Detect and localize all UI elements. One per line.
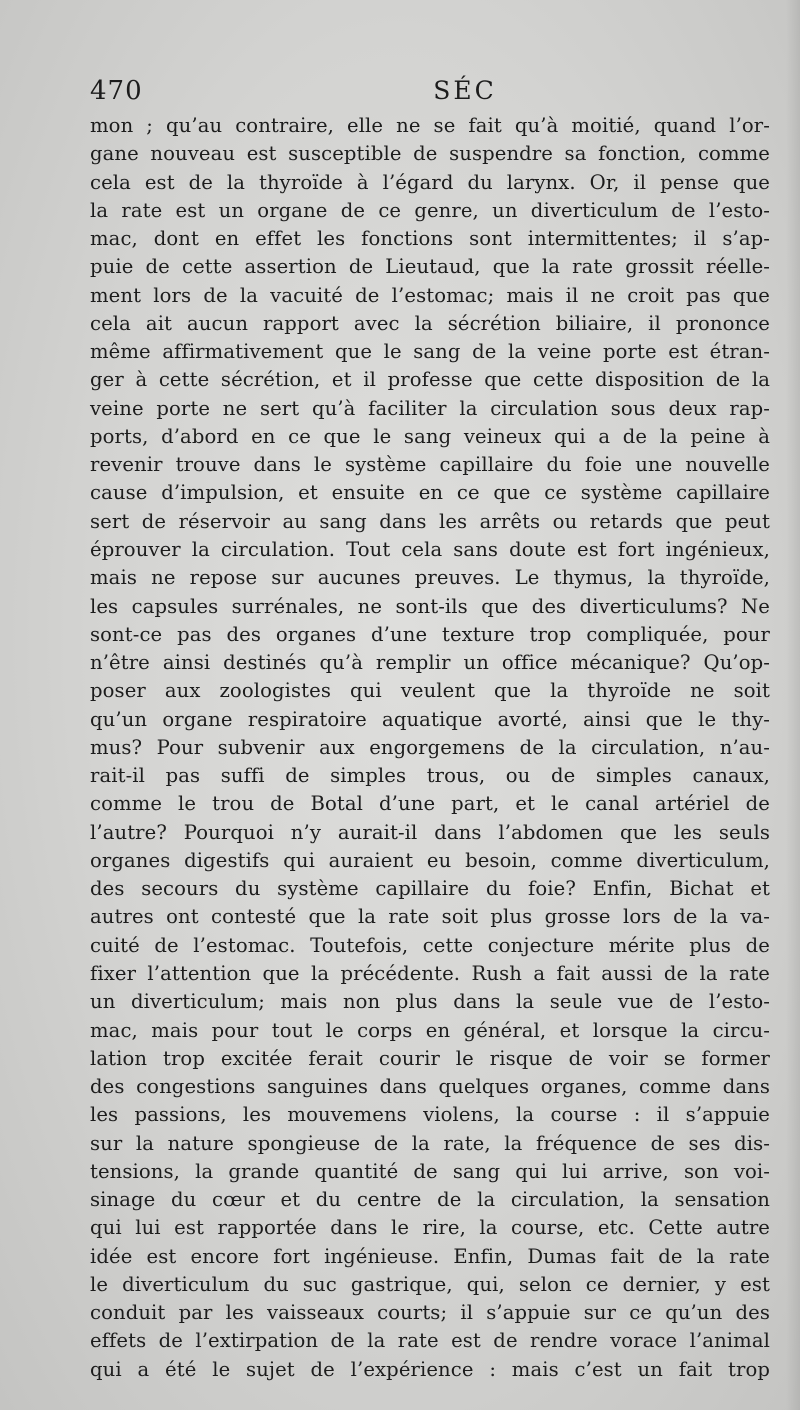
- running-head: SÉC: [433, 76, 497, 105]
- body-text: [90, 112, 770, 1384]
- text-line: sinage du cœur et du centre de la circulation, la sensation: [90, 1188, 770, 1212]
- text-line: sont-ce pas des organes d’une texture trop compliquée, pour: [90, 622, 770, 646]
- text-line: ger à cette sécrétion, et il professe que cette disposition de la: [90, 368, 770, 392]
- text-line: mais ne repose sur aucunes preuves. Le thymus, la thyroïde,: [90, 566, 770, 590]
- text-line: veine porte ne sert qu’à faciliter la circulation sous deux rap-: [90, 396, 770, 420]
- text-line: les capsules surrénales, ne sont-ils que des diverticulums? Ne: [90, 594, 770, 618]
- text-line: qui lui est rapportée dans le rire, la course, etc. Cette autre: [90, 1216, 770, 1240]
- text-line: cela ait aucun rapport avec la sécrétion biliaire, il prononce: [90, 311, 770, 335]
- text-line: puie de cette assertion de Lieutaud, que la rate grossit réelle-: [90, 255, 770, 279]
- text-line: sur la nature spongieuse de la rate, la fréquence de ses dis-: [90, 1131, 770, 1155]
- text-line: effets de l’extirpation de la rate est de rendre vorace l’animal: [90, 1329, 770, 1353]
- text-line: ment lors de la vacuité de l’estomac; mais il ne croit pas que: [90, 283, 770, 307]
- text-line: même affirmativement que le sang de la veine porte est étran-: [90, 340, 770, 364]
- text-line: l’autre? Pourquoi n’y aurait-il dans l’abdomen que les seuls: [90, 820, 770, 844]
- text-line: idée est encore fort ingénieuse. Enfin, Dumas fait de la rate: [90, 1244, 770, 1268]
- text-line: gane nouveau est susceptible de suspendre sa fonction, comme: [90, 142, 770, 166]
- text-line: fixer l’attention que la précédente. Rush a fait aussi de la rate: [90, 961, 770, 985]
- page-header: [90, 76, 770, 116]
- text-line: cause d’impulsion, et ensuite en ce que ce système capillaire: [90, 481, 770, 505]
- text-line: revenir trouve dans le système capillaire du foie une nouvelle: [90, 453, 770, 477]
- text-line: conduit par les vaisseaux courts; il s’appuie sur ce qu’un des: [90, 1301, 770, 1325]
- text-line: tensions, la grande quantité de sang qui lui arrive, son voi-: [90, 1159, 770, 1183]
- text-line: la rate est un organe de ce genre, un diverticulum de l’esto-: [90, 198, 770, 222]
- text-line: autres ont contesté que la rate soit plus grosse lors de la va-: [90, 905, 770, 929]
- text-line: organes digestifs qui auraient eu besoin, comme diverticulum,: [90, 848, 770, 872]
- text-line: qui a été le sujet de l’expérience : mais c’est un fait trop: [90, 1357, 770, 1381]
- text-line: le diverticulum du suc gastrique, qui, selon ce dernier, y est: [90, 1272, 770, 1296]
- text-line: mac, mais pour tout le corps en général, et lorsque la circu-: [90, 1018, 770, 1042]
- text-line: n’être ainsi destinés qu’à remplir un office mécanique? Qu’op-: [90, 651, 770, 675]
- text-line: les passions, les mouvemens violens, la course : il s’appuie: [90, 1103, 770, 1127]
- text-line: rait-il pas suffi de simples trous, ou de simples canaux,: [90, 764, 770, 788]
- text-line: mac, dont en effet les fonctions sont intermittentes; il s’ap-: [90, 227, 770, 251]
- text-line: des congestions sanguines dans quelques organes, comme dans: [90, 1075, 770, 1099]
- text-line: mus? Pour subvenir aux engorgemens de la circulation, n’au-: [90, 735, 770, 759]
- text-line: un diverticulum; mais non plus dans la seule vue de l’esto-: [90, 990, 770, 1014]
- text-line: qu’un organe respiratoire aquatique avorté, ainsi que le thy-: [90, 707, 770, 731]
- text-line: comme le trou de Botal d’une part, et le canal artériel de: [90, 792, 770, 816]
- text-line: lation trop excitée ferait courir le risque de voir se former: [90, 1046, 770, 1070]
- text-line: cela est de la thyroïde à l’égard du larynx. Or, il pense que: [90, 170, 770, 194]
- text-line: ports, d’abord en ce que le sang veineux qui a de la peine à: [90, 424, 770, 448]
- page-number: 470: [90, 76, 143, 106]
- text-line: poser aux zoologistes qui veulent que la thyroïde ne soit: [90, 679, 770, 703]
- text-line: cuité de l’estomac. Toutefois, cette conjecture mérite plus de: [90, 933, 770, 957]
- text-line: des secours du système capillaire du foie? Enfin, Bichat et: [90, 877, 770, 901]
- text-line: sert de réservoir au sang dans les arrêts ou retards que peut: [90, 509, 770, 533]
- page-edge-shadow: [786, 0, 800, 1410]
- text-line: mon ; qu’au contraire, elle ne se fait qu’à moitié, quand l’or-: [90, 114, 770, 137]
- text-line: éprouver la circulation. Tout cela sans doute est fort ingénieux,: [90, 537, 770, 561]
